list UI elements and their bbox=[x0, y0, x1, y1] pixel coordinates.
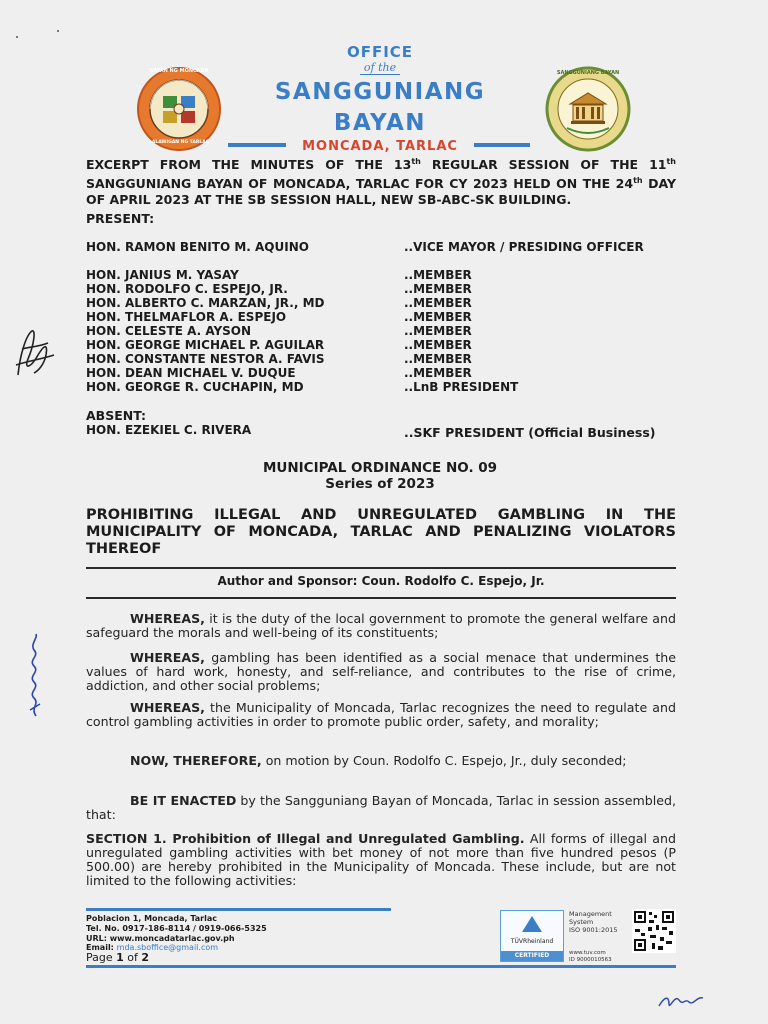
present-label: PRESENT: bbox=[86, 211, 155, 226]
whereas-paragraph: WHEREAS, it is the duty of the local government to promote the general welfare and safeguard the morals and well-being of its constituents; bbox=[86, 611, 676, 640]
footer-address: Poblacion 1, Moncada, Tarlac bbox=[86, 914, 217, 923]
member-name: HON. RAMON BENITO M. AQUINO bbox=[86, 240, 309, 254]
header-rule-right bbox=[474, 143, 530, 147]
member-role: ..VICE MAYOR / PRESIDING OFFICER bbox=[404, 240, 644, 254]
member-name: HON. GEORGE R. CUCHAPIN, MD bbox=[86, 380, 304, 394]
therefore-paragraph: NOW, THEREFORE, on motion by Coun. Rodolfo C. Espejo, Jr., duly seconded; bbox=[130, 753, 627, 768]
cert-description: Management System ISO 9001:2015 bbox=[569, 910, 618, 934]
author-sponsor: Author and Sponsor: Coun. Rodolfo C. Espejo, Jr. bbox=[217, 574, 545, 588]
footer-rule-bottom bbox=[86, 965, 676, 968]
roster-row bbox=[86, 380, 686, 394]
page-initials-icon bbox=[655, 990, 707, 1012]
roster-row bbox=[86, 282, 686, 296]
ordinance-series: Series of 2023 bbox=[325, 476, 435, 492]
member-name: HON. JANIUS M. YASAY bbox=[86, 268, 239, 282]
member-role: ..MEMBER bbox=[404, 324, 472, 338]
member-role: ..MEMBER bbox=[404, 296, 472, 310]
roster-row bbox=[86, 423, 686, 440]
of-the-text: of the bbox=[360, 61, 400, 75]
member-name: HON. DEAN MICHAEL V. DUQUE bbox=[86, 366, 296, 380]
office-title-line1: OFFICE bbox=[346, 43, 414, 61]
absent-label: ABSENT: bbox=[86, 408, 147, 423]
roster-row bbox=[86, 324, 686, 338]
minutes-excerpt: EXCERPT FROM THE MINUTES OF THE 13th REGULAR SESSION OF THE 11th SANGGUNIANG BAYAN OF MONCADA, TARLAC FOR CY 2023 HELD ON THE 24th DAY OF APRIL 2023 AT THE SB SESSION HALL, NEW SB-ABC-SK BUILDING. bbox=[86, 157, 677, 208]
cert-url: www.tuv.com ID 9000010563 bbox=[569, 950, 612, 963]
left-margin-signature-icon bbox=[8, 325, 60, 385]
member-name: HON. EZEKIEL C. RIVERA bbox=[86, 423, 252, 437]
ordinance-subject: PROHIBITING ILLEGAL AND UNREGULATED GAMBLING IN THE MUNICIPALITY OF MONCADA, TARLAC AND PENALIZING VIOLATORS THEREOF bbox=[86, 507, 676, 557]
whereas-paragraph: WHEREAS, the Municipality of Moncada, Tarlac recognizes the need to regulate and control gambling activities in order to promote public order, safety, and morality; bbox=[86, 700, 676, 729]
ordinance-number: MUNICIPAL ORDINANCE NO. 09 bbox=[262, 460, 498, 476]
tuv-certification-badge bbox=[500, 910, 564, 962]
enacted-paragraph: BE IT ENACTED by the Sangguniang Bayan of Moncada, Tarlac in session assembled, that: bbox=[86, 793, 676, 822]
header-rule-left bbox=[228, 143, 286, 147]
roster-row bbox=[86, 296, 686, 310]
tuv-brand: TÜVRheinland bbox=[510, 938, 554, 945]
member-role: ..MEMBER bbox=[404, 268, 472, 282]
roster-row bbox=[86, 310, 686, 324]
member-name: HON. CONSTANTE NESTOR A. FAVIS bbox=[86, 352, 325, 366]
roster-row bbox=[86, 240, 686, 254]
member-role: ..LnB PRESIDENT bbox=[404, 380, 519, 394]
whereas-paragraph: WHEREAS, gambling has been identified as a social menace that undermines the values of hard work, honesty, and self-reliance, and contributes to the rise of crime, addiction, and other social problems; bbox=[86, 650, 676, 693]
member-role: ..MEMBER bbox=[404, 352, 472, 366]
office-title-line4: BAYAN bbox=[333, 110, 427, 136]
email-link[interactable]: mda.sboffice@gmail.com bbox=[116, 943, 219, 952]
member-name: HON. CELESTE A. AYSON bbox=[86, 324, 252, 338]
scan-marks-icon bbox=[14, 28, 64, 40]
member-name: HON. ALBERTO C. MARZAN, JR., MD bbox=[86, 296, 325, 310]
footer-rule bbox=[86, 908, 391, 911]
margin-initials-icon bbox=[24, 630, 46, 720]
left-seal-bottom-text: LALAWIGAN NG TARLAC bbox=[149, 140, 209, 145]
sangguniang-bayan-seal-icon bbox=[545, 66, 631, 152]
office-title-line2 bbox=[230, 61, 530, 74]
member-name: HON. THELMAFLOR A. ESPEJO bbox=[86, 310, 287, 324]
footer-url: URL: www.moncadatarlac.gov.ph bbox=[86, 934, 235, 943]
qr-code-icon bbox=[632, 909, 676, 953]
roster-row bbox=[86, 352, 686, 366]
author-rule-top bbox=[86, 567, 676, 569]
tuv-triangle-icon bbox=[522, 916, 542, 932]
location-text: MONCADA, TARLAC bbox=[302, 139, 458, 154]
footer-email: Email: mda.sboffice@gmail.com bbox=[86, 943, 219, 952]
page-number: Page 1 of 2 bbox=[86, 951, 150, 964]
member-name: HON. RODOLFO C. ESPEJO, JR. bbox=[86, 282, 288, 296]
left-seal-top-text: BAYAN NG MONCADA bbox=[149, 68, 209, 74]
footer-tel: Tel. No. 0917-186-8114 / 0919-066-5325 bbox=[86, 924, 267, 933]
roster-row bbox=[86, 338, 686, 352]
member-role: ..MEMBER bbox=[404, 310, 472, 324]
roster-row bbox=[86, 268, 686, 282]
right-seal-text: SANGGUNIANG BAYAN bbox=[556, 70, 620, 76]
member-role: ..MEMBER bbox=[404, 366, 472, 380]
certified-band: CERTIFIED bbox=[501, 951, 563, 961]
roster-row bbox=[86, 366, 686, 380]
member-role: ..SKF PRESIDENT (Official Business) bbox=[404, 425, 656, 440]
section-1-paragraph: SECTION 1. Prohibition of Illegal and Unregulated Gambling. All forms of illegal and unregulated gambling activities with bet money of not more than five hundred pesos (P 500.00) are hereby prohibited in the Municipality of Moncada. These include, but are not limited to the following activities: bbox=[86, 831, 676, 888]
member-name: HON. GEORGE MICHAEL P. AGUILAR bbox=[86, 338, 325, 352]
member-role: ..MEMBER bbox=[404, 338, 472, 352]
office-title-line3: SANGGUNIANG bbox=[274, 79, 486, 105]
member-role: ..MEMBER bbox=[404, 282, 472, 296]
author-rule-bottom bbox=[86, 597, 676, 599]
